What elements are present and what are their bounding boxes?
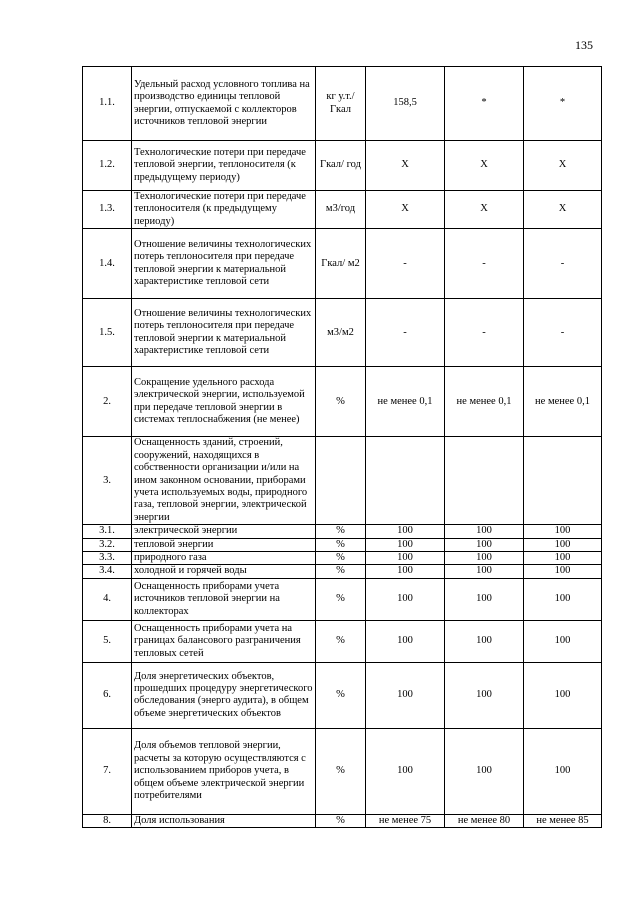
table-row bbox=[83, 367, 602, 437]
value-year2-cell: 100 bbox=[445, 620, 524, 662]
unit-cell: м3/м2 bbox=[316, 299, 366, 367]
value-year1-cell: 100 bbox=[366, 525, 445, 538]
table-row bbox=[83, 578, 602, 620]
value-year1-cell: 100 bbox=[366, 662, 445, 728]
row-number-cell: 1.2. bbox=[83, 141, 132, 191]
row-number-cell: 3. bbox=[83, 437, 132, 525]
value-year1-cell: 100 bbox=[366, 620, 445, 662]
value-year1-cell: не менее 75 bbox=[366, 814, 445, 827]
value-year3-cell: 100 bbox=[524, 620, 602, 662]
value-year3-cell: 100 bbox=[524, 538, 602, 551]
value-year2-cell: Х bbox=[445, 191, 524, 229]
value-year1-cell: 100 bbox=[366, 552, 445, 565]
value-year3-cell: не менее 85 bbox=[524, 814, 602, 827]
value-year2-cell: 100 bbox=[445, 662, 524, 728]
value-year1-cell: - bbox=[366, 299, 445, 367]
value-year1-cell: 158,5 bbox=[366, 67, 445, 141]
unit-cell: % bbox=[316, 728, 366, 814]
value-year2-cell: - bbox=[445, 229, 524, 299]
indicator-name-cell: Доля использования bbox=[132, 814, 316, 827]
table-row bbox=[83, 141, 602, 191]
unit-cell: % bbox=[316, 367, 366, 437]
table-row bbox=[83, 299, 602, 367]
value-year2-cell: не менее 80 bbox=[445, 814, 524, 827]
indicator-name-cell: Удельный расход условного топлива на производство единицы тепловой энергии, отпускаемой с коллекторов источников тепловой энергии bbox=[132, 67, 316, 141]
value-year1-cell: Х bbox=[366, 191, 445, 229]
indicator-name-cell: Отношение величины технологических потерь теплоносителя при передаче тепловой энергии к материальной характеристике тепловой сети bbox=[132, 229, 316, 299]
value-year3-cell: 100 bbox=[524, 525, 602, 538]
value-year3-cell: не менее 0,1 bbox=[524, 367, 602, 437]
indicator-name-cell: тепловой энергии bbox=[132, 538, 316, 551]
indicators-table bbox=[82, 66, 602, 828]
row-number-cell: 2. bbox=[83, 367, 132, 437]
indicator-name-cell: электрической энергии bbox=[132, 525, 316, 538]
indicator-name-cell: Доля энергетических объектов, прошедших процедуру энергетического обследования (энерго аудита), в общем объеме энергетических объектов bbox=[132, 662, 316, 728]
indicator-name-cell: Оснащенность зданий, строений, сооружений, находящихся в собственности организации и/или на ином законном основании, приборами учета используемых воды, природного газа, тепловой энергии, электрической энергии bbox=[132, 437, 316, 525]
value-year1-cell bbox=[366, 437, 445, 525]
value-year1-cell: 100 bbox=[366, 565, 445, 578]
unit-cell: Гкал/ год bbox=[316, 141, 366, 191]
value-year2-cell: 100 bbox=[445, 728, 524, 814]
value-year1-cell: не менее 0,1 bbox=[366, 367, 445, 437]
indicator-name-cell: Технологические потери при передаче тепловой энергии, теплоносителя (к предыдущему периоду) bbox=[132, 141, 316, 191]
table-row bbox=[83, 437, 602, 525]
row-number-cell: 5. bbox=[83, 620, 132, 662]
table-row bbox=[83, 191, 602, 229]
indicator-name-cell: Доля объемов тепловой энергии, расчеты за которую осуществляются с использованием приборов учета, в общем объеме электрической энергии потребителями bbox=[132, 728, 316, 814]
indicator-name-cell: природного газа bbox=[132, 552, 316, 565]
indicator-name-cell: Сокращение удельного расхода электрической энергии, используемой при передаче тепловой энергии в системах теплоснабжения (не менее) bbox=[132, 367, 316, 437]
table-row bbox=[83, 662, 602, 728]
value-year3-cell: - bbox=[524, 299, 602, 367]
row-number-cell: 4. bbox=[83, 578, 132, 620]
value-year3-cell: 100 bbox=[524, 662, 602, 728]
unit-cell: % bbox=[316, 620, 366, 662]
unit-cell: % bbox=[316, 538, 366, 551]
indicator-name-cell: Технологические потери при передаче теплоносителя (к предыдущему периоду) bbox=[132, 191, 316, 229]
value-year3-cell: 100 bbox=[524, 565, 602, 578]
unit-cell: % bbox=[316, 814, 366, 827]
row-number-cell: 3.3. bbox=[83, 552, 132, 565]
value-year1-cell: - bbox=[366, 229, 445, 299]
unit-cell: кг у.т./ Гкал bbox=[316, 67, 366, 141]
unit-cell: % bbox=[316, 565, 366, 578]
value-year3-cell bbox=[524, 437, 602, 525]
row-number-cell: 1.3. bbox=[83, 191, 132, 229]
value-year3-cell: Х bbox=[524, 141, 602, 191]
value-year2-cell: 100 bbox=[445, 525, 524, 538]
table-row bbox=[83, 814, 602, 827]
unit-cell bbox=[316, 437, 366, 525]
value-year2-cell: 100 bbox=[445, 565, 524, 578]
unit-cell: % bbox=[316, 662, 366, 728]
value-year3-cell: * bbox=[524, 67, 602, 141]
value-year2-cell: - bbox=[445, 299, 524, 367]
row-number-cell: 1.4. bbox=[83, 229, 132, 299]
indicator-name-cell: Оснащенность приборами учета источников тепловой энергии на коллекторах bbox=[132, 578, 316, 620]
row-number-cell: 3.4. bbox=[83, 565, 132, 578]
value-year1-cell: 100 bbox=[366, 578, 445, 620]
indicator-name-cell: Оснащенность приборами учета на границах балансового разграничения тепловых сетей bbox=[132, 620, 316, 662]
row-number-cell: 3.2. bbox=[83, 538, 132, 551]
value-year3-cell: - bbox=[524, 229, 602, 299]
table-row bbox=[83, 728, 602, 814]
table-row bbox=[83, 538, 602, 551]
row-number-cell: 3.1. bbox=[83, 525, 132, 538]
value-year1-cell: 100 bbox=[366, 728, 445, 814]
table-row bbox=[83, 67, 602, 141]
row-number-cell: 1.1. bbox=[83, 67, 132, 141]
value-year3-cell: 100 bbox=[524, 552, 602, 565]
table-row bbox=[83, 552, 602, 565]
table-row bbox=[83, 620, 602, 662]
value-year1-cell: 100 bbox=[366, 538, 445, 551]
row-number-cell: 8. bbox=[83, 814, 132, 827]
value-year3-cell: 100 bbox=[524, 728, 602, 814]
table-row bbox=[83, 525, 602, 538]
value-year2-cell: * bbox=[445, 67, 524, 141]
unit-cell: м3/год bbox=[316, 191, 366, 229]
indicator-name-cell: холодной и горячей воды bbox=[132, 565, 316, 578]
row-number-cell: 6. bbox=[83, 662, 132, 728]
value-year3-cell: Х bbox=[524, 191, 602, 229]
unit-cell: Гкал/ м2 bbox=[316, 229, 366, 299]
row-number-cell: 7. bbox=[83, 728, 132, 814]
row-number-cell: 1.5. bbox=[83, 299, 132, 367]
value-year2-cell bbox=[445, 437, 524, 525]
unit-cell: % bbox=[316, 552, 366, 565]
value-year2-cell: 100 bbox=[445, 552, 524, 565]
table-row bbox=[83, 565, 602, 578]
value-year2-cell: не менее 0,1 bbox=[445, 367, 524, 437]
page-number: 135 bbox=[575, 38, 593, 52]
table-row bbox=[83, 229, 602, 299]
value-year2-cell: 100 bbox=[445, 538, 524, 551]
value-year3-cell: 100 bbox=[524, 578, 602, 620]
value-year2-cell: 100 bbox=[445, 578, 524, 620]
unit-cell: % bbox=[316, 525, 366, 538]
unit-cell: % bbox=[316, 578, 366, 620]
value-year1-cell: Х bbox=[366, 141, 445, 191]
value-year2-cell: Х bbox=[445, 141, 524, 191]
indicator-name-cell: Отношение величины технологических потерь теплоносителя при передаче тепловой энергии к материальной характеристике тепловой сети bbox=[132, 299, 316, 367]
